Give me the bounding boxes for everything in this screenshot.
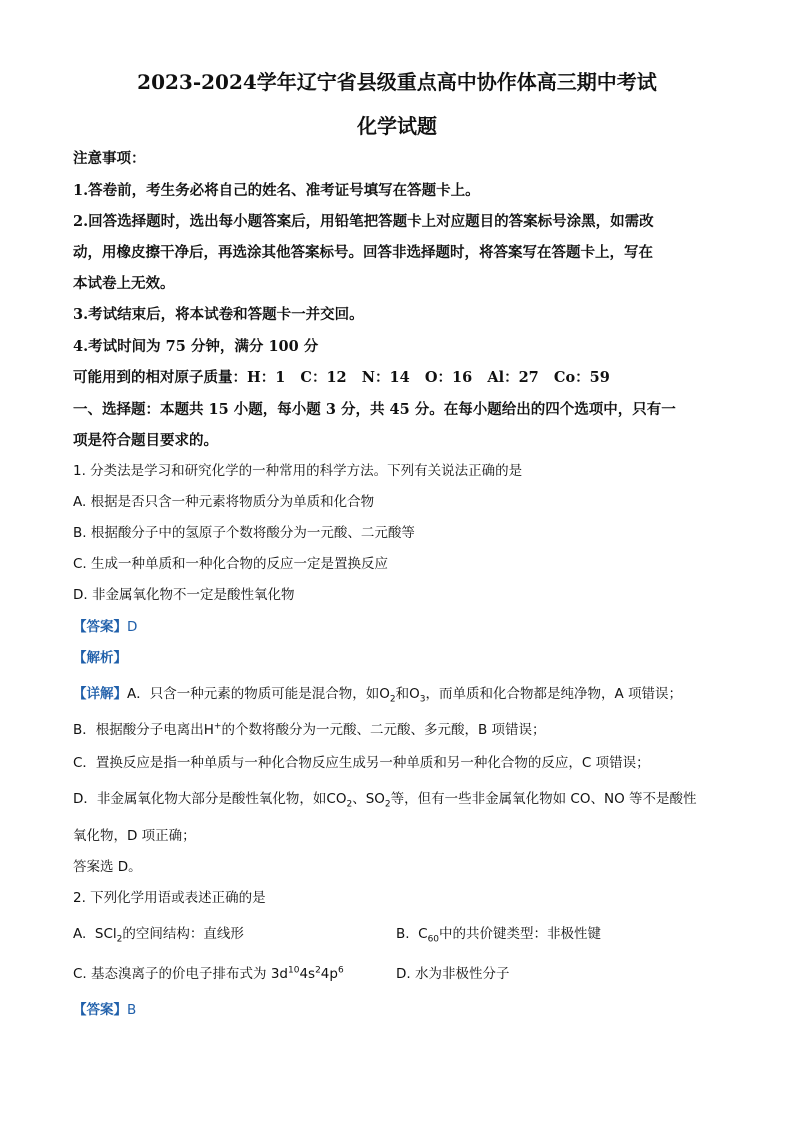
q2-answer-value: B xyxy=(127,1002,137,1018)
question-1-option-a: A. 根据是否只含一种元素将物质分为单质和化合物 xyxy=(73,494,375,510)
orbital-3d: 3d xyxy=(270,966,288,982)
question-1-option-c: C. 生成一种单质和一种化合物的反应一定是置换反应 xyxy=(73,556,389,572)
question-2-option-b xyxy=(396,926,602,945)
orbital-4s-count: 2 xyxy=(315,965,321,976)
formula-o2-base: O xyxy=(379,686,390,702)
detail-d-separator: 、 xyxy=(352,791,366,807)
orbital-4s: 4s xyxy=(299,966,316,982)
question-1-option-d: D. 非金属氧化物不一定是酸性氧化物 xyxy=(73,587,295,603)
question-2-option-a xyxy=(73,926,244,945)
option-a-text: 的空间结构：直线形 xyxy=(122,926,244,942)
detail-line-d xyxy=(73,791,697,810)
detail-line-b xyxy=(73,721,546,738)
formula-so2-base: SO xyxy=(365,791,385,807)
orbital-4p: 4p xyxy=(320,966,338,982)
exam-title: 2023-2024学年辽宁省县级重点高中协作体高三期中考试 xyxy=(137,70,657,94)
formula-h-base: H xyxy=(203,722,214,738)
question-1-answer xyxy=(73,621,137,635)
electron-configuration xyxy=(271,966,344,982)
detail-a-and: 和 xyxy=(395,686,410,702)
question-1-option-b: B. 根据酸分子中的氢原子个数将酸分为一元酸、二元酸等 xyxy=(73,525,415,541)
formula-co2-subscript: 2 xyxy=(346,799,353,810)
notice-item-2-line-3: 本试卷上无效。 xyxy=(73,275,175,292)
question-2-stem: 2. 下列化学用语或表述正确的是 xyxy=(73,890,266,906)
notice-item-2-line-2: 动，用橡皮擦干净后，再选涂其他答案标号。回答非选择题时，将答案写在答题卡上，写在 xyxy=(73,244,653,261)
question-1-stem: 1. 分类法是学习和研究化学的一种常用的科学方法。下列有关说法正确的是 xyxy=(73,463,523,479)
formula-o3-subscript: 3 xyxy=(419,694,426,705)
formula-scl2-subscript: 2 xyxy=(116,934,123,945)
notice-heading: 注意事项： xyxy=(73,150,146,167)
detail-tag: 【详解】 xyxy=(73,686,127,702)
formula-so2 xyxy=(365,791,391,810)
question-1-conclusion: 答案选 D。 xyxy=(73,859,142,875)
detail-b-text-2: 的个数将酸分为一元酸、二元酸、多元酸，B 项错误； xyxy=(221,722,546,738)
formula-o2 xyxy=(379,686,396,705)
notice-item-1: 1.答卷前，考生务必将自己的姓名、准考证号填写在答题卡上。 xyxy=(73,182,480,199)
detail-b-text: B．根据酸分子电离出 xyxy=(73,722,204,738)
formula-c60 xyxy=(418,926,440,945)
formula-o3-base: O xyxy=(409,686,420,702)
formula-co2 xyxy=(326,791,353,810)
orbital-4p-count: 6 xyxy=(337,965,344,976)
question-2-answer xyxy=(73,1004,136,1018)
detail-d-text: D．非金属氧化物大部分是酸性氧化物，如 xyxy=(73,791,327,807)
question-2-option-c xyxy=(73,965,344,982)
formula-c60-subscript: 60 xyxy=(427,934,440,945)
option-a-label: A. xyxy=(73,926,95,942)
formula-h-charge: + xyxy=(213,721,222,732)
question-1-analysis-tag xyxy=(73,652,127,666)
formula-o2-subscript: 2 xyxy=(389,694,396,705)
formula-o3 xyxy=(409,686,426,705)
formula-scl2-base: SCl xyxy=(94,926,117,942)
detail-d-text-2: 等，但有一些非金属氧化物如 CO、NO 等不是酸性 xyxy=(390,791,697,807)
exam-subtitle: 化学试题 xyxy=(357,114,437,138)
detail-a-text-2: ，而单质和化合物都是纯净物，A 项错误； xyxy=(425,686,683,702)
notice-item-2-line-1: 2.回答选择题时，选出每小题答案后，用铅笔把答题卡上对应题目的答案标号涂黑，如需改 xyxy=(73,213,654,230)
notice-item-3: 3.考试结束后，将本试卷和答题卡一并交回。 xyxy=(73,306,364,323)
formula-so2-subscript: 2 xyxy=(384,799,391,810)
question-2-option-d: D. 水为非极性分子 xyxy=(396,966,510,982)
detail-a-text: A．只含一种元素的物质可能是混合物，如 xyxy=(127,686,380,702)
formula-co2-base: CO xyxy=(326,791,347,807)
notice-item-4: 4.考试时间为 75 分钟，满分 100 分 xyxy=(73,338,319,355)
detail-line-a xyxy=(73,686,683,705)
section-1-heading-line-1: 一、选择题：本题共 15 小题，每小题 3 分，共 45 分。在每小题给出的四个选项中，只有一 xyxy=(73,401,676,418)
answer-tag: 【答案】 xyxy=(73,619,127,635)
atomic-masses: 可能用到的相对原子质量：H：1 C：12 N：14 O：16 Al：27 Co：59 xyxy=(73,369,610,386)
formula-c60-base: C xyxy=(418,926,428,942)
q2-answer-tag: 【答案】 xyxy=(73,1002,127,1018)
orbital-3d-count: 10 xyxy=(287,965,300,976)
analysis-tag: 【解析】 xyxy=(73,650,127,666)
detail-line-c: C．置换反应是指一种单质与一种化合物反应生成另一种单质和另一种化合物的反应，C 项错误； xyxy=(73,755,650,771)
formula-h-plus xyxy=(204,722,222,738)
section-1-heading-line-2: 项是符合题目要求的。 xyxy=(73,432,218,449)
formula-scl2 xyxy=(94,926,123,945)
option-b-text: 中的共价键类型：非极性键 xyxy=(439,926,602,942)
option-b-label: B. xyxy=(396,926,419,942)
detail-line-d-cont: 氧化物，D 项正确； xyxy=(73,828,196,844)
answer-value: D xyxy=(127,619,138,635)
option-c-text: C. 基态溴离子的价电子排布式为 xyxy=(73,966,271,982)
